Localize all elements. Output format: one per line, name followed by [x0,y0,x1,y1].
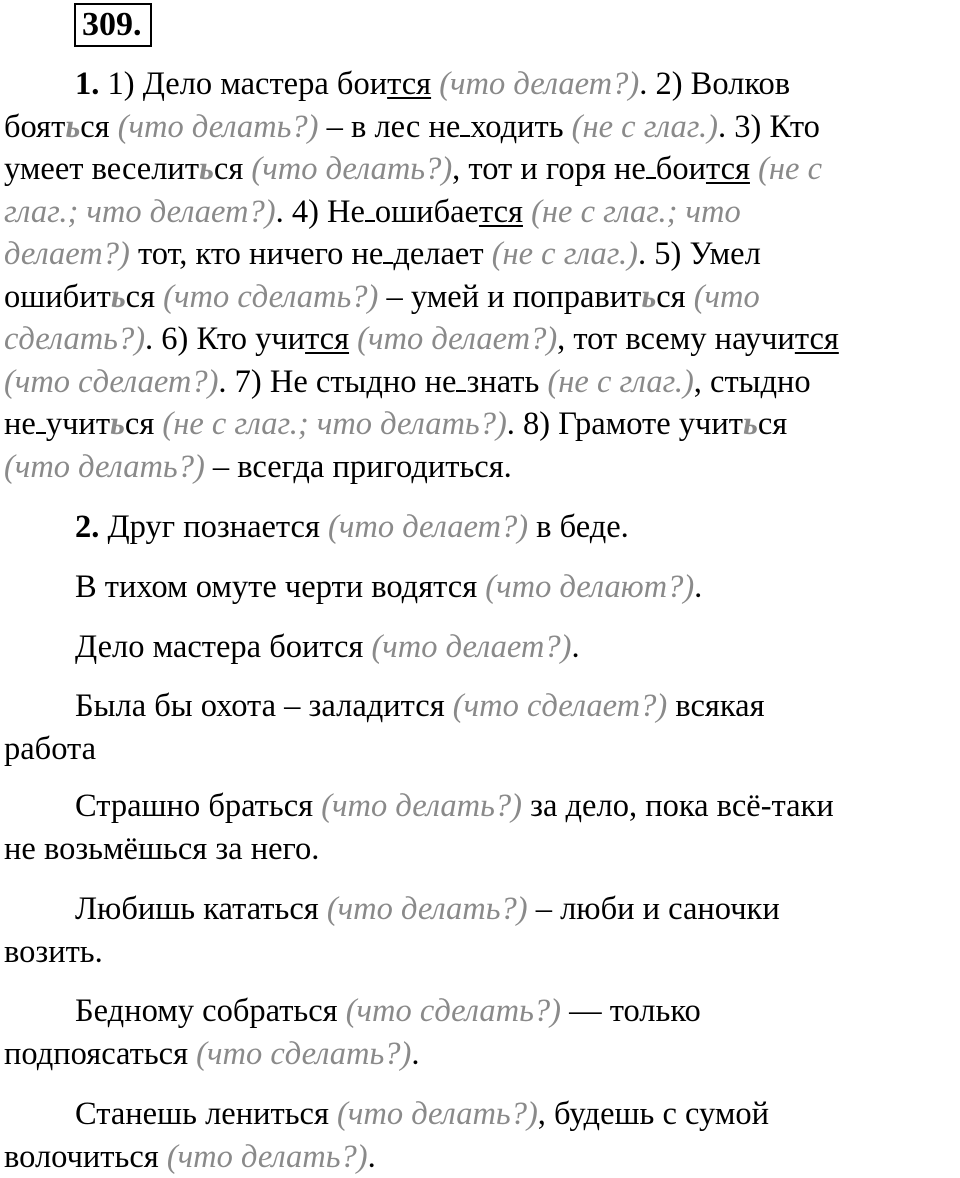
word-gap-mark [365,218,375,222]
proverb-line [4,1033,960,1076]
proverb-line [4,828,960,871]
text-segment: боят [4,109,65,145]
text-segment: в беде. [528,509,629,545]
proverb-paragraph [4,685,960,770]
ending-underline: тся [387,66,431,102]
text-segment: учит [46,406,110,442]
proverb-paragraph [4,506,960,549]
proverb-line [4,888,960,931]
text-segment: . 5) Умел [638,236,761,272]
text-segment: тот, кто ничего не [130,236,384,272]
text-segment [750,151,758,187]
proverb-line [4,1136,960,1178]
word-gap-mark [456,388,466,392]
proverb-line [4,931,960,974]
text-segment: ся [125,406,163,442]
part1-line [4,446,960,489]
question-hint: (что делает?) [328,509,528,545]
question-hint: (не с глаг.) [572,109,718,145]
text-segment: . [571,629,579,665]
text-segment: Бедному собраться [75,993,346,1029]
question-hint: (что делает?) [439,66,639,102]
part1-line [4,318,960,361]
soft-sign-highlight: ь [199,151,214,187]
text-segment: . 7) Не стыдно не [218,364,456,400]
text-segment [523,194,531,230]
question-hint: (что делать?) [321,788,522,824]
proverb-line [4,685,960,728]
ending-underline: тся [706,151,750,187]
soft-sign-highlight: ь [743,406,758,442]
proverb-paragraph [4,626,960,669]
text-segment: ся [656,279,694,315]
text-segment: Любишь кататься [75,891,327,927]
proverb-line [4,990,960,1033]
question-hint: (не с [758,151,822,187]
question-hint: (что сделать?) [163,279,378,315]
question-hint: (что сделает?) [4,364,218,400]
text-segment: . 4) Не [276,194,365,230]
text-segment: , стыдно [694,364,811,400]
question-hint: (что делать?) [337,1096,538,1132]
proverb-line [4,1093,960,1136]
text-segment: подпоясаться [4,1036,196,1072]
text-segment [431,66,439,102]
text-segment: всякая [667,688,764,724]
text-segment: ся [758,406,787,442]
text-segment: не [4,406,36,442]
text-segment: – всегда пригодиться. [205,449,512,485]
text-segment: бои [656,151,706,187]
text-segment: В тихом омуте черти водятся [75,569,485,605]
exercise-number: 309. [74,3,152,47]
part-number: 1. [75,66,108,102]
question-hint: (что сделает?) [453,688,667,724]
proverb-line [4,728,960,771]
proverb-paragraph [4,785,960,870]
text-segment: Страшно браться [75,788,321,824]
text-segment: волочиться [4,1139,167,1175]
question-hint: (не с глаг.) [547,364,693,400]
text-segment: возить. [4,934,103,970]
ending-underline: тся [795,321,839,357]
text-segment: . 8) Грамоте учит [507,406,743,442]
text-segment: . [368,1139,376,1175]
proverb-paragraph [4,566,960,609]
word-gap-mark [383,260,393,264]
text-segment: ся [214,151,252,187]
part1-line [4,148,960,191]
question-hint: (что делает?) [357,321,557,357]
question-hint: (что сделать?) [196,1036,411,1072]
text-segment: – люби и саночки [528,891,780,927]
part1-line [4,276,960,319]
text-segment: ся [126,279,164,315]
text-segment: ошибае [375,194,479,230]
text-segment [349,321,357,357]
question-hint: (что делает?) [371,629,571,665]
text-segment: Дело мастера боится [75,629,371,665]
part1-line [4,63,960,106]
proverb-line [4,785,960,828]
part1-text [4,63,960,488]
word-gap-mark [646,175,656,179]
text-segment: , тот всему научи [557,321,795,357]
text-segment: Станешь лениться [75,1096,337,1132]
proverb-paragraph [4,888,960,973]
proverb-paragraph [4,1093,960,1178]
text-segment: , будешь с сумой [538,1096,769,1132]
soft-sign-highlight: ь [65,109,80,145]
question-hint: (не с глаг.; что делать?) [162,406,506,442]
question-hint: (что [694,279,760,315]
part1-line [4,106,960,149]
text-segment: . 2) Волков [639,66,790,102]
question-hint: (что делать?) [327,891,528,927]
soft-sign-highlight: ь [641,279,656,315]
question-hint: глаг.; что делает?) [4,194,276,230]
question-hint: (что делают?) [485,569,694,605]
text-segment: . [411,1036,419,1072]
part1-line [4,403,960,446]
text-segment: — только [561,993,701,1029]
text-segment: за дело, пока всё-таки [522,788,834,824]
question-hint: сделать?) [4,321,145,357]
text-segment: . [694,569,702,605]
text-segment: . 6) Кто учи [145,321,305,357]
word-gap-mark [36,430,46,434]
proverb-paragraph [4,990,960,1075]
part1-line [4,361,960,404]
proverb-line [4,506,960,549]
question-hint: делает?) [4,236,130,272]
text-segment: – умей и поправит [378,279,641,315]
question-hint: (что делать?) [118,109,319,145]
text-segment: не возьмёшься за него. [4,831,319,867]
text-segment: 1) [108,66,135,102]
text-segment: . 3) Кто [718,109,820,145]
text-segment: 2. [75,509,99,545]
text-segment: Была бы охота – заладится [75,688,453,724]
text-segment: – в лес не [318,109,460,145]
part1-line [4,233,960,276]
question-hint: (не с глаг.) [492,236,638,272]
proverb-line [4,626,960,669]
text-segment: Дело мастера бои [135,66,388,102]
text-segment: , тот и горя не [452,151,646,187]
text-segment: делает [393,236,491,272]
question-hint: (не с глаг.; что [531,194,741,230]
question-hint: (что делать?) [251,151,452,187]
proverb-line [4,566,960,609]
question-hint: (что делать?) [4,449,205,485]
ending-underline: тся [305,321,349,357]
text-segment: ошибит [4,279,111,315]
word-gap-mark [460,133,470,137]
ending-underline: тся [479,194,523,230]
text-segment: Друг познается [99,509,328,545]
question-hint: (что делать?) [167,1139,368,1175]
text-segment: умеет веселит [4,151,199,187]
soft-sign-highlight: ь [111,279,126,315]
part1-line [4,191,960,234]
text-segment: знать [466,364,547,400]
text-segment: работа [4,731,96,767]
soft-sign-highlight: ь [110,406,125,442]
text-segment: ходить [470,109,571,145]
text-segment: ся [80,109,118,145]
question-hint: (что сделать?) [346,993,561,1029]
